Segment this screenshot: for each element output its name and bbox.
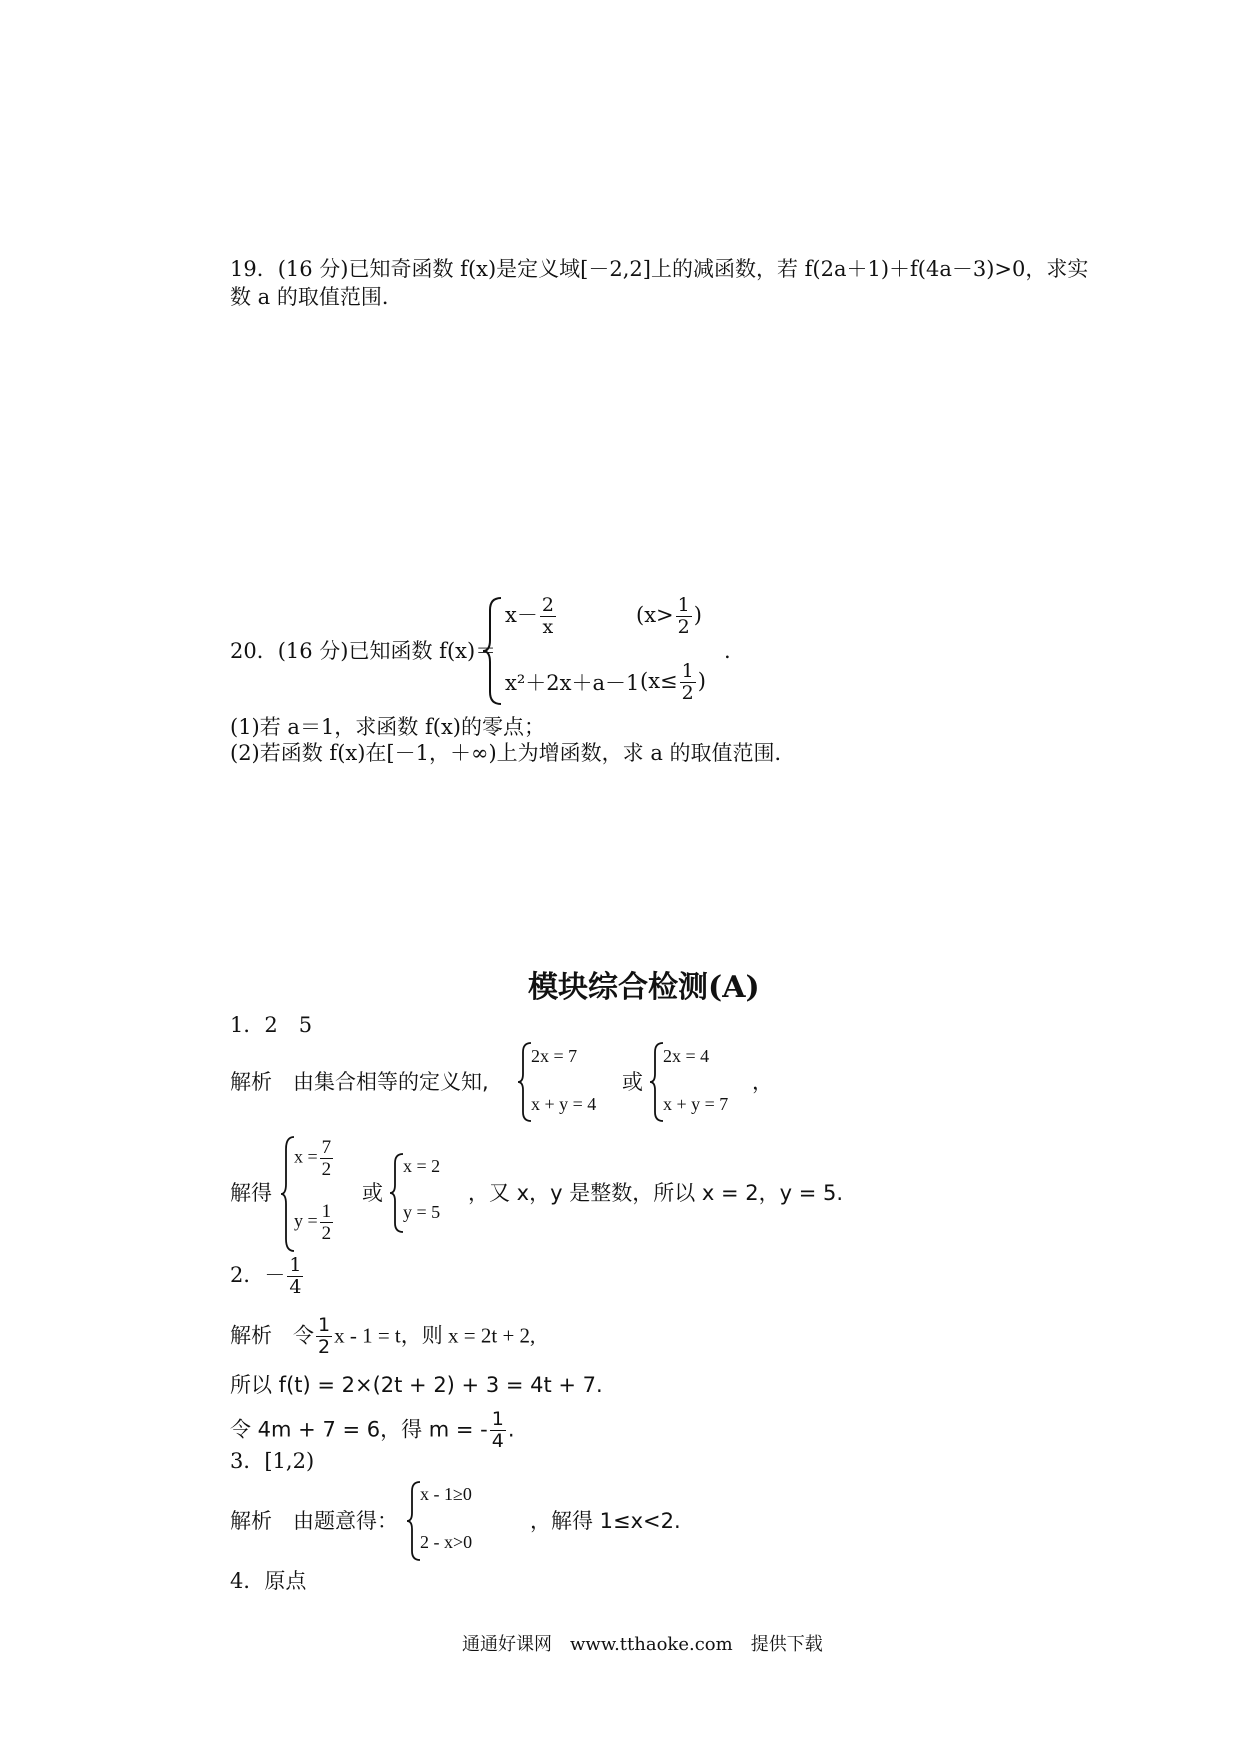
q19-line-2: 数 a 的取值范围． [230,285,403,309]
answer-2-line-3-a: 令 4m + 7 = 6，得 m = - [230,1417,488,1442]
answer-1-or-2: 或 [362,1181,383,1205]
q20-case-1-cond-den: 2 [677,616,690,638]
answer-1-solution-1-line-2-fraction [320,1202,334,1243]
q20-case-2: x²＋2x＋a－1 [505,671,640,695]
answer-3-label: 3．[1,2) [230,1449,315,1473]
answer-2-jiexi [230,1316,535,1357]
answer-3-jiexi: 解析 由题意得： [230,1509,398,1533]
answer-1-system-2-line-2: x + y = 7 [663,1094,729,1114]
q20-case-2-condition [640,662,706,703]
answer-1-system-2-line-1: 2x = 4 [663,1046,710,1066]
answer-2-label [230,1256,305,1297]
answer-2-label-den: 4 [289,1276,302,1298]
answer-1-solution-1-line-2-num: 1 [321,1201,332,1222]
q20-part-1: (1)若 a＝1，求函数 f(x)的零点； [230,715,545,739]
q20-case-1-cond-num: 1 [677,594,690,616]
answer-1-solution-1-line-2 [294,1202,335,1243]
answer-3-tail: ，解得 1≤x<2. [530,1509,681,1533]
answer-1-or: 或 [622,1070,643,1094]
answer-4-label: 4．原点 [230,1569,307,1593]
q20-case-1-cond-a: (x> [636,603,674,627]
answer-1-tail: ，又 x，y 是整数，所以 x = 2，y = 5. [468,1181,844,1205]
q20-case-1 [505,596,558,637]
answer-2-line-2: 所以 f(t) = 2×(2t + 2) + 3 = 4t + 7. [230,1373,603,1397]
answer-1-jiexi: 解析 由集合相等的定义知, [230,1070,489,1094]
answer-1-label: 1．2 5 [230,1013,313,1037]
q20-case-1-num: 2 [541,594,554,616]
answer-2-line-3 [230,1410,515,1451]
answer-1-comma: ， [752,1070,773,1094]
q20-case-2-cond-b: ) [697,669,706,693]
q20-case-1-den: x [542,616,554,638]
q20-prefix: 20．(16 分)已知函数 f(x)＝ [230,639,497,663]
q20-period: . [724,639,731,663]
answer-1-solution-1-line-1 [294,1138,335,1179]
answer-2-label-fraction [287,1256,303,1297]
q20-piecewise-brace [481,596,505,706]
answer-2-jiexi-a: 解析 令 [230,1323,314,1348]
answer-1-system-1-line-1: 2x = 7 [531,1046,578,1066]
answer-2-line-3-fraction [490,1410,506,1451]
q19-line-1: 19．(16 分)已知奇函数 f(x)是定义域[－2,2]上的减函数，若 f(2a＋1)＋f(4a－3)>0，求实 [230,257,1089,281]
q20-case-1-cond-b: ) [693,603,702,627]
q20-case-1-expr: x－ [505,603,538,627]
answer-2-jiexi-b: x - 1 = t，则 x = 2t + 2, [334,1323,536,1348]
answer-1-jiede: 解得 [230,1181,272,1205]
answer-2-line-3-den: 4 [491,1430,504,1452]
q20-case-1-fraction [540,596,556,637]
answer-2-line-3-num: 1 [491,1408,504,1430]
q20-part-2: (2)若函数 f(x)在[－1，＋∞)上为增函数，求 a 的取值范围． [230,741,796,765]
answer-1-solution-1-line-2-a: y = [294,1210,318,1231]
q20-case-2-cond-a: (x≤ [640,669,678,693]
q20-case-2-cond-num: 1 [681,660,694,682]
answer-3-system-line-1: x - 1≥0 [420,1484,472,1504]
q20-case-1-cond-fraction [676,596,692,637]
answer-2-jiexi-den: 2 [318,1336,331,1358]
q20-case-2-cond-den: 2 [681,682,694,704]
answer-1-solution-2-line-2: y = 5 [403,1202,441,1222]
answer-1-system-1-line-2: x + y = 4 [531,1094,597,1114]
answer-1-solution-1-line-2-den: 2 [321,1223,332,1244]
answers-title: 模块综合检测(A) [528,970,760,1005]
q20-case-2-cond-fraction [680,662,696,703]
answer-2-label-num: 1 [289,1254,302,1276]
answer-1-solution-1-line-1-den: 2 [321,1159,332,1180]
answer-1-solution-2-line-1: x = 2 [403,1156,441,1176]
page-footer: 通通好课网 www.tthaoke.com 提供下载 [462,1634,823,1655]
answer-2-jiexi-num: 1 [318,1314,331,1336]
q20-case-1-condition [636,596,702,637]
answer-1-solution-1-line-1-fraction [320,1138,334,1179]
answer-1-solution-1-line-1-num: 7 [321,1137,332,1158]
answer-2-line-3-b: . [507,1417,515,1442]
answer-2-jiexi-fraction [316,1316,332,1357]
answer-2-label-a: 2．－ [230,1263,286,1287]
answer-3-system-line-2: 2 - x>0 [420,1532,473,1552]
answer-1-solution-1-line-1-a: x = [294,1146,318,1167]
